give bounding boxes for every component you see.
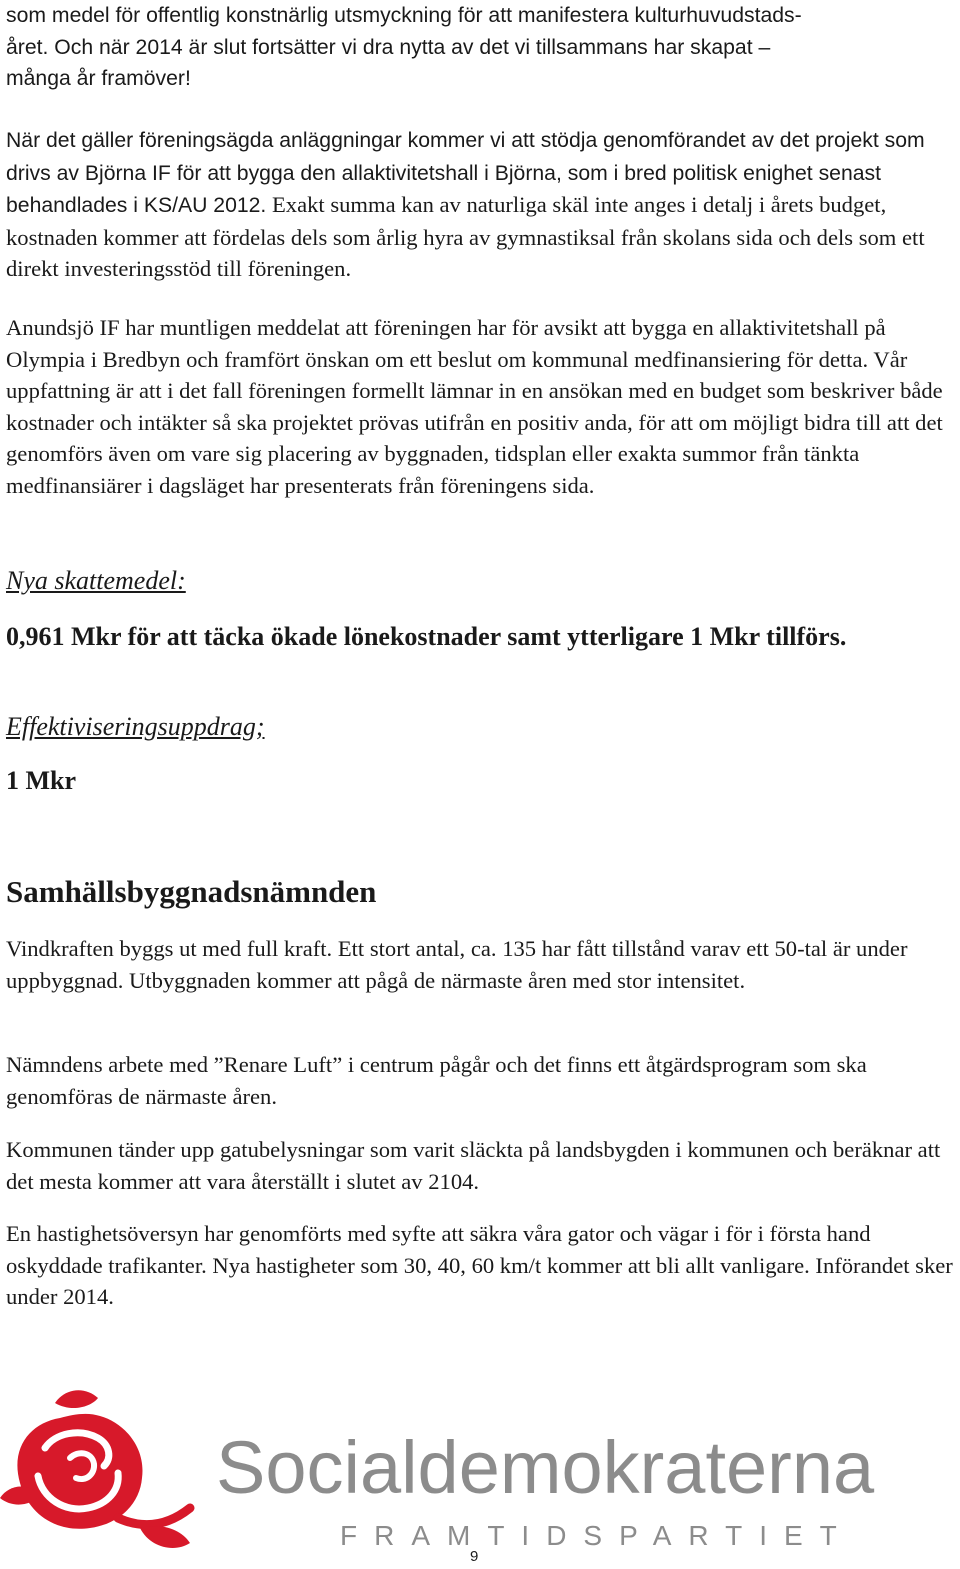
logo-wordmark: Socialdemokraterna [216, 1426, 875, 1509]
red-rose-icon [0, 1378, 210, 1558]
paragraph-text-sans: När det gäller föreningsägda anläggningar kommer vi att stödja genomförandet av det projekt som drivs av Björna IF för att bygga den allaktivitetshall i Björna, som i bred politisk enighet senast behandlades i KS/AU 2012. [6, 129, 925, 218]
paragraph-vindkraft: Vindkraften byggs ut med full kraft. Ett stort antal, ca. 135 har fått tillstånd varav ett 50-tal är under uppbyggnad. Utbyggnaden kommer att pågå de närmaste åren med stor intensitet. [6, 936, 908, 993]
logo-tagline: FRAMTIDSPARTIET [340, 1520, 854, 1551]
heading-nya-skattemedel: Nya skattemedel: [6, 566, 186, 595]
paragraph-line: som medel för offentlig konstnärlig utsmyckning för att manifestera kulturhuvudstads- [6, 4, 802, 27]
paragraph-renare-luft: Nämndens arbete med ”Renare Luft” i centrum pågår och det finns ett åtgärdsprogram som ska genomföras de närmaste åren. [6, 1052, 867, 1109]
section-heading-samhallsbyggnadsnamnden: Samhällsbyggnadsnämnden [6, 874, 377, 909]
page-number: 9 [470, 1548, 479, 1565]
paragraph-anundsjo-if: Anundsjö IF har muntligen meddelat att föreningen har för avsikt att bygga en allaktivitetshall på Olympia i Bredbyn och framfört önskan om ett beslut om kommunal medfinansiering för detta. Vår uppfattning är att i det fall föreningen formellt lämnar in en ansökan med en budget som beskriver både kostnader och intäkter så ska projektet prövas utifrån en positiv anda, för att om möjligt bidra till att det genomförs även om vare sig placering av byggnaden, tidsplan eller exakta summor från tänkta medfinansiärer i dagsläget har presenterats från föreningens sida. [6, 315, 943, 498]
paragraph-line: många år framöver! [6, 67, 191, 91]
paragraph-bjorna-if [0, 124, 960, 285]
paragraph-text-serif: Exakt summa kan av naturliga skäl inte anges i detalj i årets budget, kostnaden kommer att fördelas dels som årlig hyra av gymnastiksal från skolans sida och dels som ett direkt investeringsstöd till föreningen. [6, 192, 925, 282]
paragraph-gatubelysning: Kommunen tänder upp gatubelysningar som varit släckta på landsbygden i kommunen och beräknar att det mesta kommer att vara återställt i slutet av 2104. [6, 1137, 941, 1194]
paragraph-continuation [0, 0, 960, 95]
paragraph-line: året. Och när 2014 är slut fortsätter vi dra nytta av det vi tillsammans har skapat – [6, 35, 771, 59]
text-nya-skattemedel: 0,961 Mkr för att täcka ökade lönekostnader samt ytterligare 1 Mkr tillförs. [6, 622, 847, 651]
party-logo [0, 1378, 960, 1558]
heading-effektiviseringsuppdrag: Effektiviseringsuppdrag; [6, 712, 265, 741]
text-effektiviseringsuppdrag: 1 Mkr [6, 766, 77, 795]
paragraph-hastighetsoversyn: En hastighetsöversyn har genomförts med syfte att säkra våra gator och vägar i för i första hand oskyddade trafikanter. Nya hastigheter som 30, 40, 60 km/t kommer att bli allt vanligare. Införandet sker under 2014. [6, 1221, 953, 1310]
